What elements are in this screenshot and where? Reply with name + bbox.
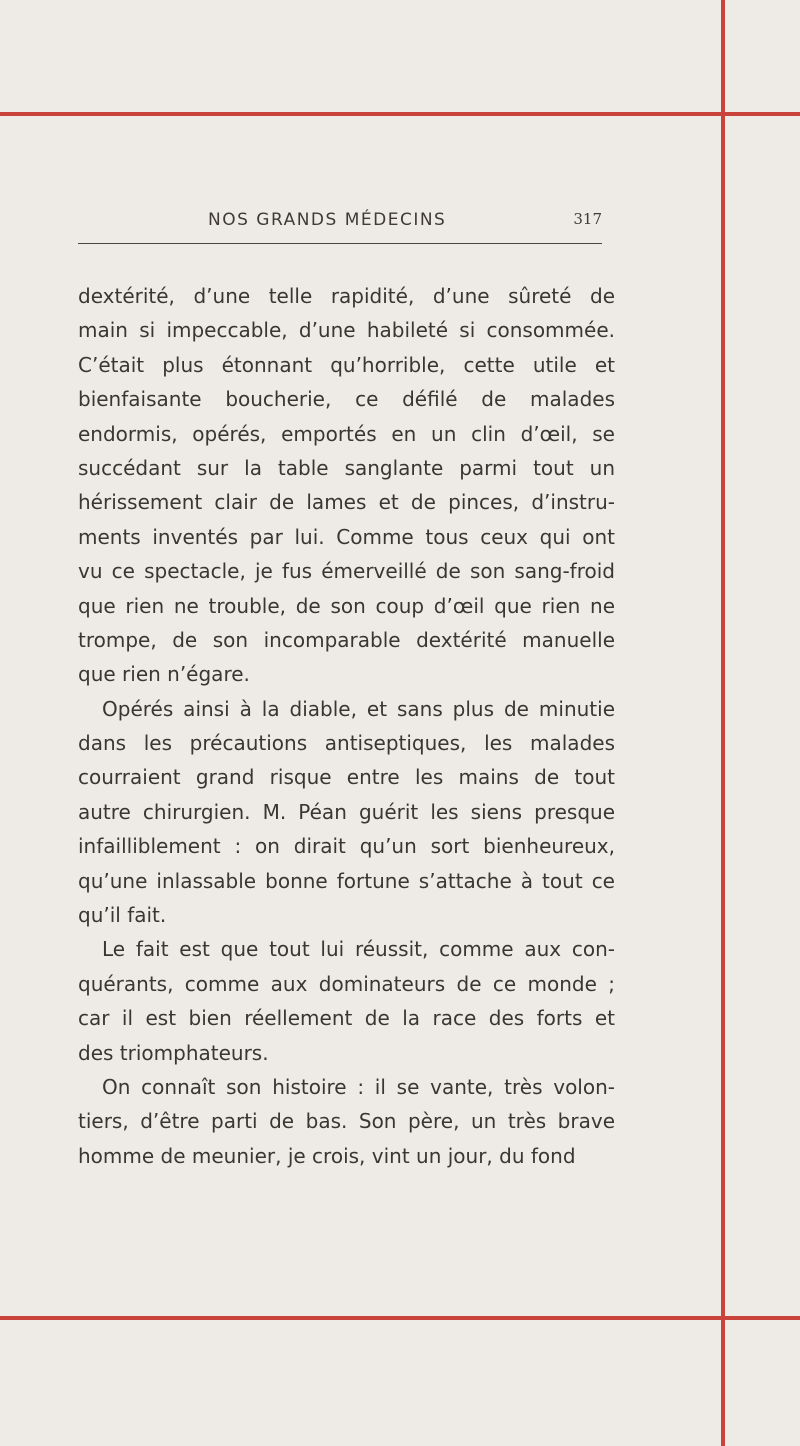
text-line: qu’une inlassable bonne fortune s’attache à tout ce [78,868,615,893]
text-line: C’était plus étonnant qu’horrible, cette utile et [78,352,615,377]
paragraph-first-line: Opérés ainsi à la diable, et sans plus de minutie [102,696,615,721]
text-line: quérants, comme aux dominateurs de ce monde ; [78,971,615,996]
text-line: autre chirurgien. M. Péan guérit les siens presque [78,799,615,824]
text-line: homme de meunier, je crois, vint un jour, du fond [78,1143,576,1168]
text-line: que rien ne trouble, de son coup d’œil que rien ne [78,593,615,618]
text-line: ments inventés par lui. Comme tous ceux qui ont [78,524,615,549]
text-line: vu ce spectacle, je fus émerveillé de son sang-froid [78,559,615,584]
top-border-line [0,112,800,116]
text-line: hérissement clair de lames et de pinces, d’instru- [78,490,615,515]
text-line: dans les précautions antiseptiques, les malades [78,731,615,756]
right-border-line [721,0,725,1446]
text-line: que rien n’égare. [78,662,250,687]
text-line: tiers, d’être parti de bas. Son père, un très brave [78,1109,615,1134]
text-line: endormis, opérés, emportés en un clin d’œil, se [78,421,615,446]
text-line: succédant sur la table sanglante parmi tout un [78,455,615,480]
text-line: dextérité, d’une telle rapidité, d’une sûreté de [78,284,615,308]
header-rule [78,243,602,244]
text-line: des triomphateurs. [78,1040,269,1065]
text-line: car il est bien réellement de la race des forts et [78,1006,615,1031]
text-line: bienfaisante boucherie, ce défilé de malades [78,387,615,412]
running-head: NOS GRANDS MÉDECINS [208,210,447,230]
bottom-border-line [0,1316,800,1320]
paragraph-first-line: Le fait est que tout lui réussit, comme aux con- [102,937,615,962]
text-line: courraient grand risque entre les mains de tout [78,765,615,790]
paragraph-first-line: On connaît son histoire : il se vante, très volon- [102,1074,615,1099]
text-line: infailliblement : on dirait qu’un sort bienheureux, [78,834,615,859]
text-line: trompe, de son incomparable dextérité manuelle [78,627,615,652]
body-text [78,279,615,1173]
page-header [78,210,602,238]
page-number: 317 [573,210,602,228]
text-line: main si impeccable, d’une habileté si consommée. [78,318,615,343]
text-line: qu’il fait. [78,903,167,928]
